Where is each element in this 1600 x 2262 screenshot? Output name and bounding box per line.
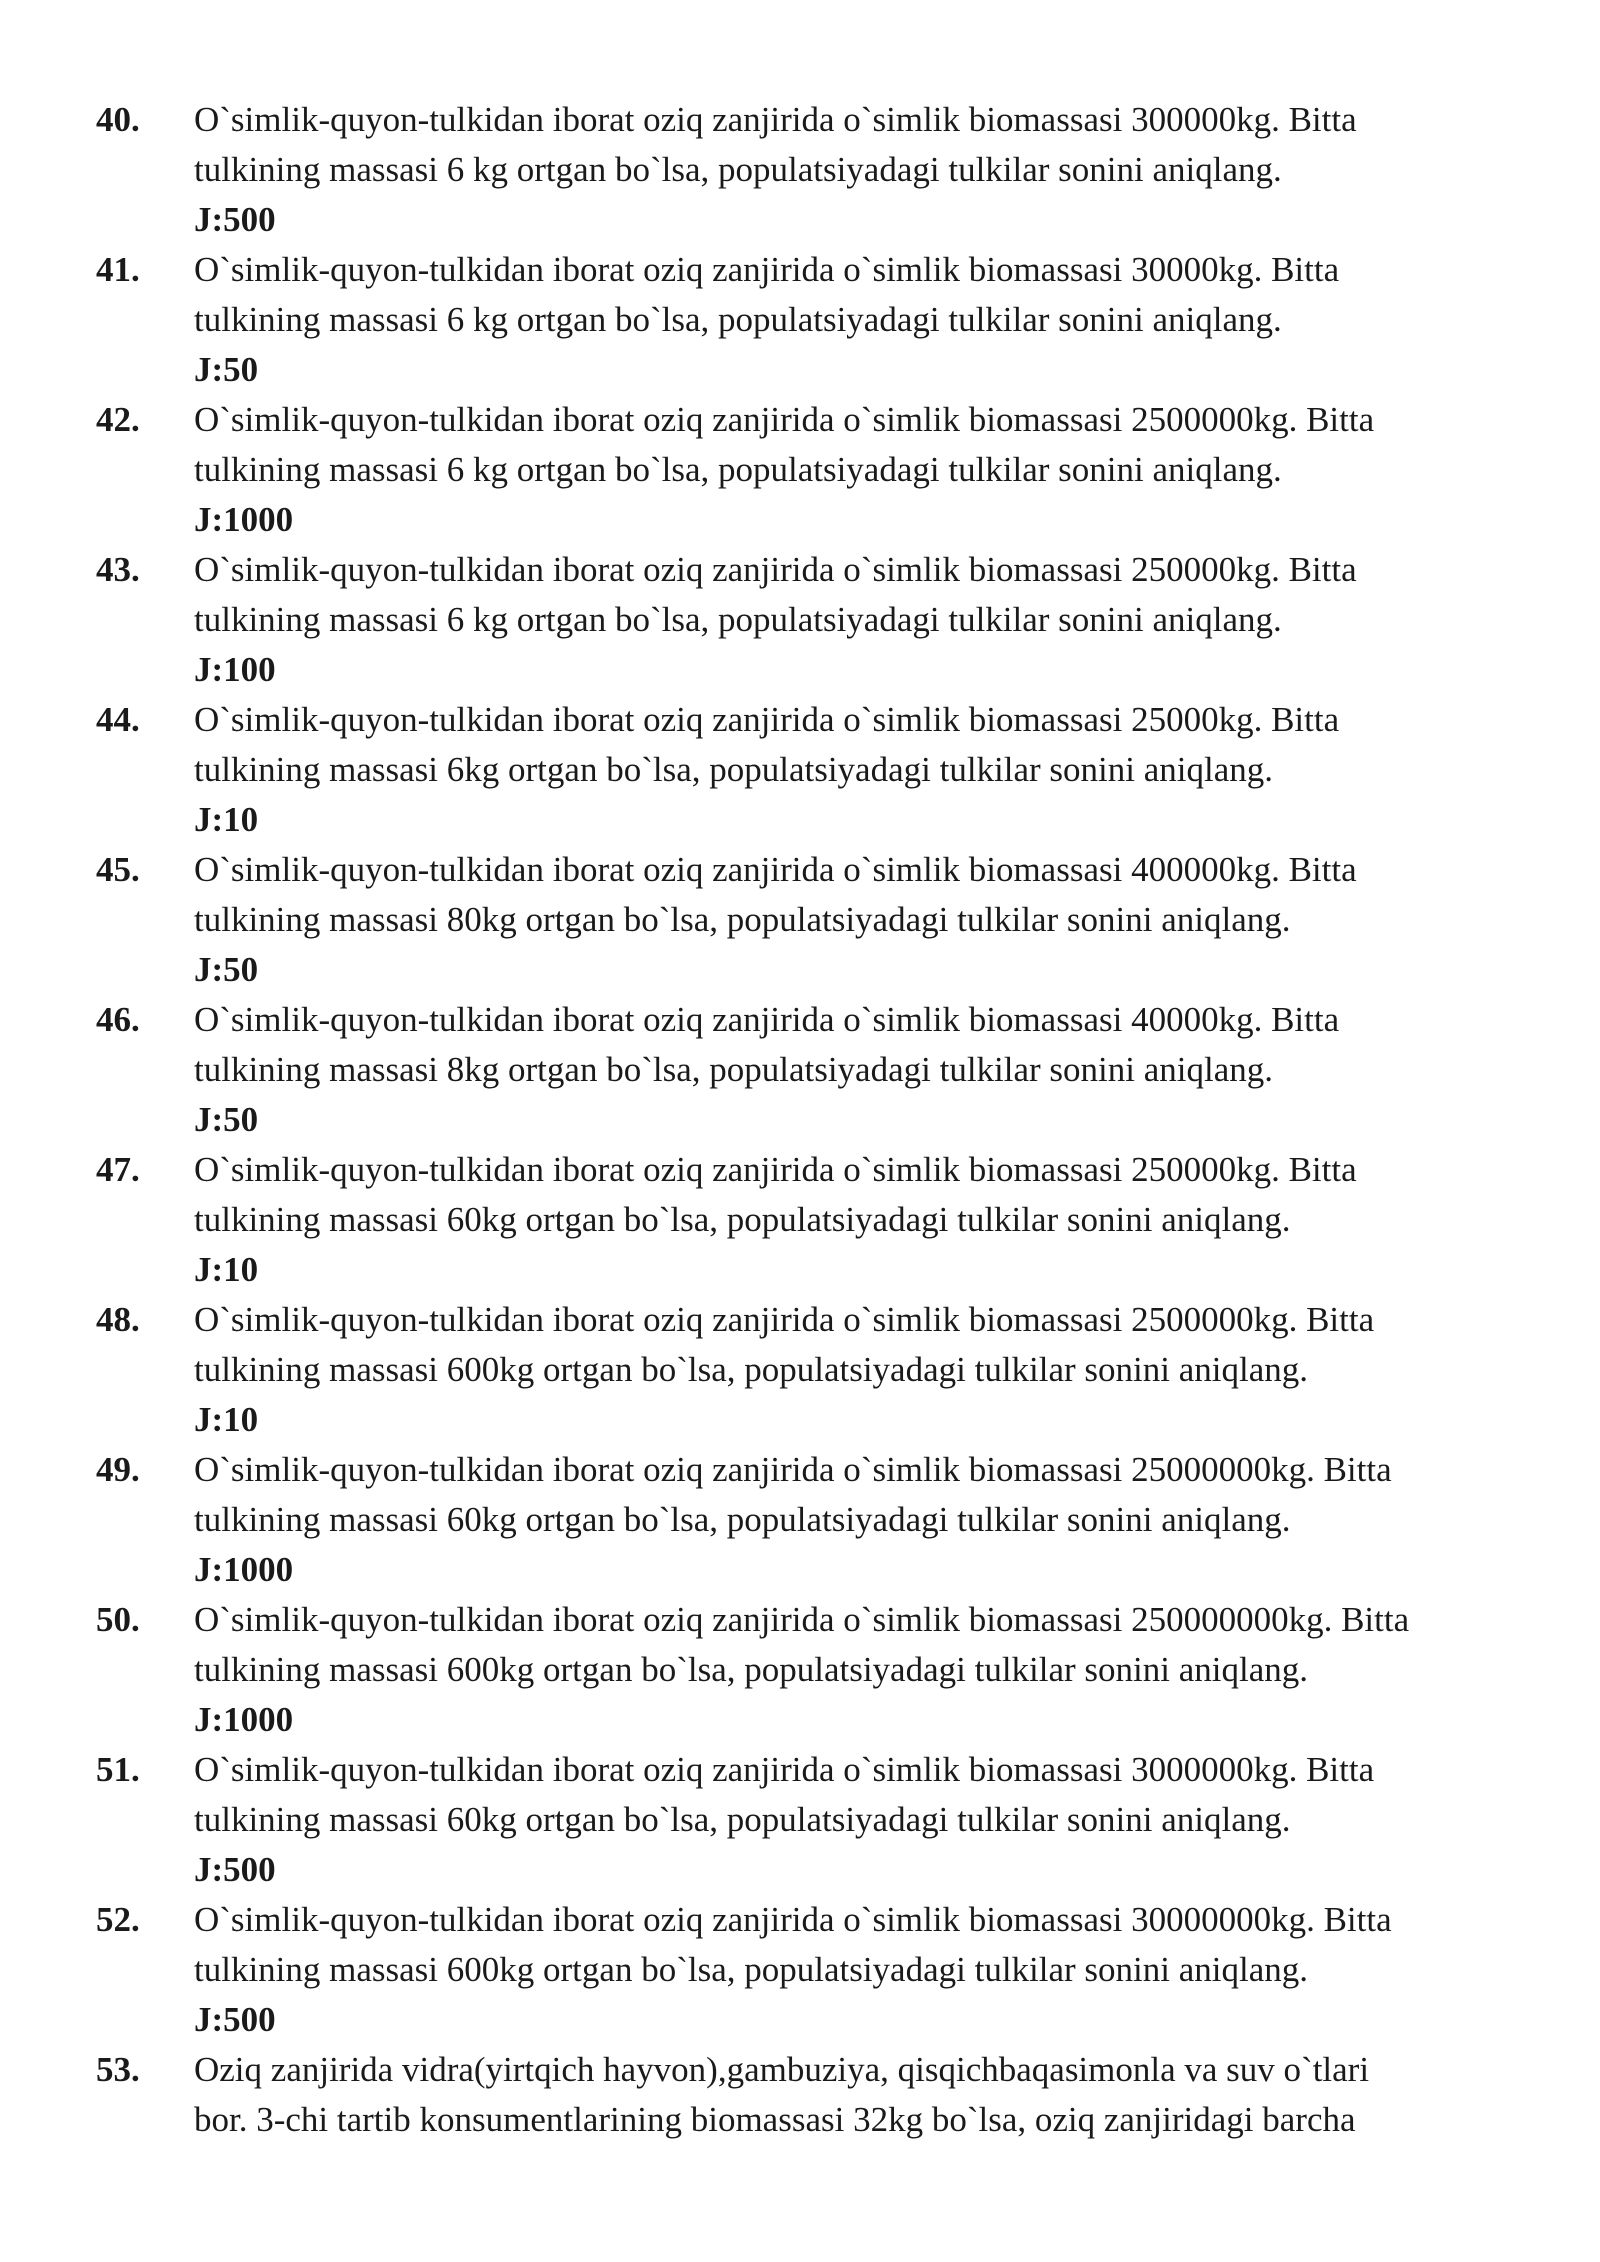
question-text-line: bor. 3-chi tartib konsumentlarining biomassasi 32kg bo`lsa, oziq zanjiridagi barcha	[194, 2100, 1356, 2139]
question-text-line: tulkining massasi 6 kg ortgan bo`lsa, populatsiyadagi tulkilar sonini aniqlang.	[194, 450, 1282, 489]
answer: J:50	[194, 1100, 259, 1139]
question-text-line: Oziq zanjirida vidra(yirtqich hayvon),gambuziya, qisqichbaqasimonla va suv o`tlari	[194, 2050, 1370, 2089]
question-number: 41.	[96, 250, 140, 289]
question-text-line: O`simlik-quyon-tulkidan iborat oziq zanjirida o`simlik biomassasi 30000kg. Bitta	[194, 250, 1340, 289]
question-number: 50.	[96, 1600, 140, 1639]
question-body	[194, 545, 1534, 695]
question-text-line: tulkining massasi 8kg ortgan bo`lsa, populatsiyadagi tulkilar sonini aniqlang.	[194, 1050, 1274, 1089]
question-text-line: tulkining massasi 6 kg ortgan bo`lsa, populatsiyadagi tulkilar sonini aniqlang.	[194, 600, 1282, 639]
question-text-line: O`simlik-quyon-tulkidan iborat oziq zanjirida o`simlik biomassasi 250000kg. Bitta	[194, 1150, 1357, 1189]
question-body	[194, 1295, 1534, 1445]
answer: J:50	[194, 350, 259, 389]
question-body	[194, 1895, 1534, 2045]
question-text-line: O`simlik-quyon-tulkidan iborat oziq zanjirida o`simlik biomassasi 30000000kg. Bitta	[194, 1900, 1392, 1939]
question-text-line: tulkining massasi 80kg ortgan bo`lsa, populatsiyadagi tulkilar sonini aniqlang.	[194, 900, 1291, 939]
question-text-line: tulkining massasi 60kg ortgan bo`lsa, populatsiyadagi tulkilar sonini aniqlang.	[194, 1800, 1291, 1839]
question-text-line: O`simlik-quyon-tulkidan iborat oziq zanjirida o`simlik biomassasi 2500000kg. Bitta	[194, 400, 1375, 439]
answer: J:10	[194, 800, 259, 839]
question-text-line: tulkining massasi 6 kg ortgan bo`lsa, populatsiyadagi tulkilar sonini aniqlang.	[194, 150, 1282, 189]
answer: J:500	[194, 1850, 276, 1889]
question-text-line: O`simlik-quyon-tulkidan iborat oziq zanjirida o`simlik biomassasi 250000000kg. Bitta	[194, 1600, 1410, 1639]
question-text-line: O`simlik-quyon-tulkidan iborat oziq zanjirida o`simlik biomassasi 250000kg. Bitta	[194, 550, 1357, 589]
question-text-line: tulkining massasi 6kg ortgan bo`lsa, populatsiyadagi tulkilar sonini aniqlang.	[194, 750, 1274, 789]
answer: J:500	[194, 2000, 276, 2039]
question-body	[194, 695, 1534, 845]
question-text-line: O`simlik-quyon-tulkidan iborat oziq zanjirida o`simlik biomassasi 300000kg. Bitta	[194, 100, 1357, 139]
answer: J:100	[194, 650, 276, 689]
question-number: 42.	[96, 400, 140, 439]
answer: J:1000	[194, 1550, 294, 1589]
answer: J:10	[194, 1250, 259, 1289]
question-body	[194, 845, 1534, 995]
question-number: 45.	[96, 850, 140, 889]
answer: J:1000	[194, 1700, 294, 1739]
question-text-line: O`simlik-quyon-tulkidan iborat oziq zanjirida o`simlik biomassasi 40000kg. Bitta	[194, 1000, 1340, 1039]
question-text-line: tulkining massasi 6 kg ortgan bo`lsa, populatsiyadagi tulkilar sonini aniqlang.	[194, 300, 1282, 339]
question-text-line: tulkining massasi 600kg ortgan bo`lsa, populatsiyadagi tulkilar sonini aniqlang.	[194, 1650, 1309, 1689]
question-body	[194, 995, 1534, 1145]
question-text-line: O`simlik-quyon-tulkidan iborat oziq zanjirida o`simlik biomassasi 3000000kg. Bitta	[194, 1750, 1375, 1789]
question-number: 43.	[96, 550, 140, 589]
question-body	[194, 1745, 1534, 1895]
question-body	[194, 1595, 1534, 1745]
question-body	[194, 1145, 1534, 1295]
question-body	[194, 1445, 1534, 1595]
question-number: 46.	[96, 1000, 140, 1039]
question-body	[194, 2045, 1534, 2145]
question-text-line: tulkining massasi 600kg ortgan bo`lsa, populatsiyadagi tulkilar sonini aniqlang.	[194, 1350, 1309, 1389]
question-number: 53.	[96, 2050, 140, 2089]
question-text-line: O`simlik-quyon-tulkidan iborat oziq zanjirida o`simlik biomassasi 25000000kg. Bitta	[194, 1450, 1392, 1489]
answer: J:500	[194, 200, 276, 239]
question-number: 48.	[96, 1300, 140, 1339]
question-number: 51.	[96, 1750, 140, 1789]
answer: J:1000	[194, 500, 294, 539]
question-number: 44.	[96, 700, 140, 739]
question-number: 52.	[96, 1900, 140, 1939]
question-body	[194, 395, 1534, 545]
answer: J:10	[194, 1400, 259, 1439]
question-number: 40.	[96, 100, 140, 139]
question-number: 47.	[96, 1150, 140, 1189]
question-text-line: tulkining massasi 60kg ortgan bo`lsa, populatsiyadagi tulkilar sonini aniqlang.	[194, 1200, 1291, 1239]
question-number: 49.	[96, 1450, 140, 1489]
question-text-line: O`simlik-quyon-tulkidan iborat oziq zanjirida o`simlik biomassasi 400000kg. Bitta	[194, 850, 1357, 889]
question-text-line: tulkining massasi 60kg ortgan bo`lsa, populatsiyadagi tulkilar sonini aniqlang.	[194, 1500, 1291, 1539]
question-text-line: O`simlik-quyon-tulkidan iborat oziq zanjirida o`simlik biomassasi 25000kg. Bitta	[194, 700, 1340, 739]
answer: J:50	[194, 950, 259, 989]
question-body	[194, 95, 1534, 245]
question-body	[194, 245, 1534, 395]
question-text-line: tulkining massasi 600kg ortgan bo`lsa, populatsiyadagi tulkilar sonini aniqlang.	[194, 1950, 1309, 1989]
question-text-line: O`simlik-quyon-tulkidan iborat oziq zanjirida o`simlik biomassasi 2500000kg. Bitta	[194, 1300, 1375, 1339]
